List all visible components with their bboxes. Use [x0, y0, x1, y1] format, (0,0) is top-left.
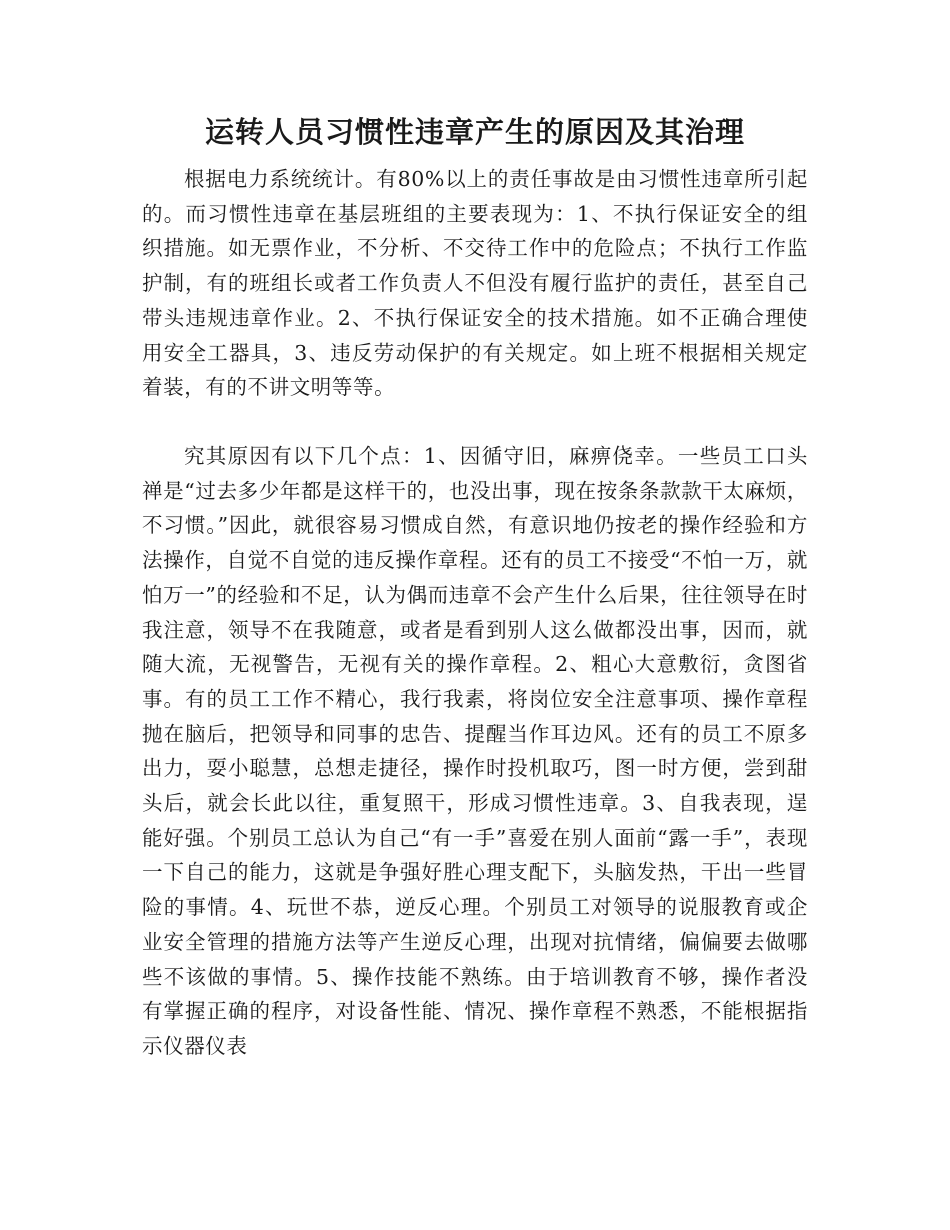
document-title: 运转人员习惯性违章产生的原因及其治理: [204, 115, 745, 149]
paragraph-causes: 究其原因有以下几个点：1、因循守旧，麻痹侥幸。一些员工口头禅是“过去多少年都是这样干的，也没出事，现在按条条款款干太麻烦，不习惯。”因此，就很容易习惯成自然，有意识地仍按老的操作经验和方法操作，自觉不自觉的违反操作章程。还有的员工不接受“不怕一万，就怕万一”的经验和不足，认为偶而违章不会产生什么后果，往往领导在时我注意，领导不在我随意，或者是看到别人这么做都没出事，因而，就随大流，无视警告，无视有关的操作章程。2、粗心大意敷衍，贪图省事。有的员工工作不精心，我行我素，将岗位安全注意事项、操作章程抛在脑后，把领导和同事的忠告、提醒当作耳边风。还有的员工不原多出力，耍小聪慧，总想走捷径，操作时投机取巧，图一时方便，尝到甜头后，就会长此以往，重复照干，形成习惯性违章。3、自我表现，逞能好强。个别员工总认为自己“有一手”喜爱在别人面前“露一手”，表现一下自己的能力，这就是争强好胜心理支配下，头脑发热，干出一些冒险的事情。4、玩世不恭，逆反心理。个别员工对领导的说服教育或企业安全管理的措施方法等产生逆反心理，出现对抗情绪，偏偏要去做哪些不该做的事情。5、操作技能不熟练。由于培训教育不够，操作者没有掌握正确的程序，对设备性能、情况、操作章程不熟悉，不能根据指示仪器仪表: [142, 444, 808, 1058]
paragraph-statistics: 根据电力系统统计。有80%以上的责任事故是由习惯性违章所引起的。而习惯性违章在基层班组的主要表现为：1、不执行保证安全的组织措施。如无票作业，不分析、不交待工作中的危险点；不执行工作监护制，有的班组长或者工作负责人不但没有履行监护的责任，甚至自己带头违规违章作业。2、不执行保证安全的技术措施。如不正确合理使用安全工器具，3、违反劳动保护的有关规定。如上班不根据相关规定着装，有的不讲文明等等。: [142, 167, 809, 400]
